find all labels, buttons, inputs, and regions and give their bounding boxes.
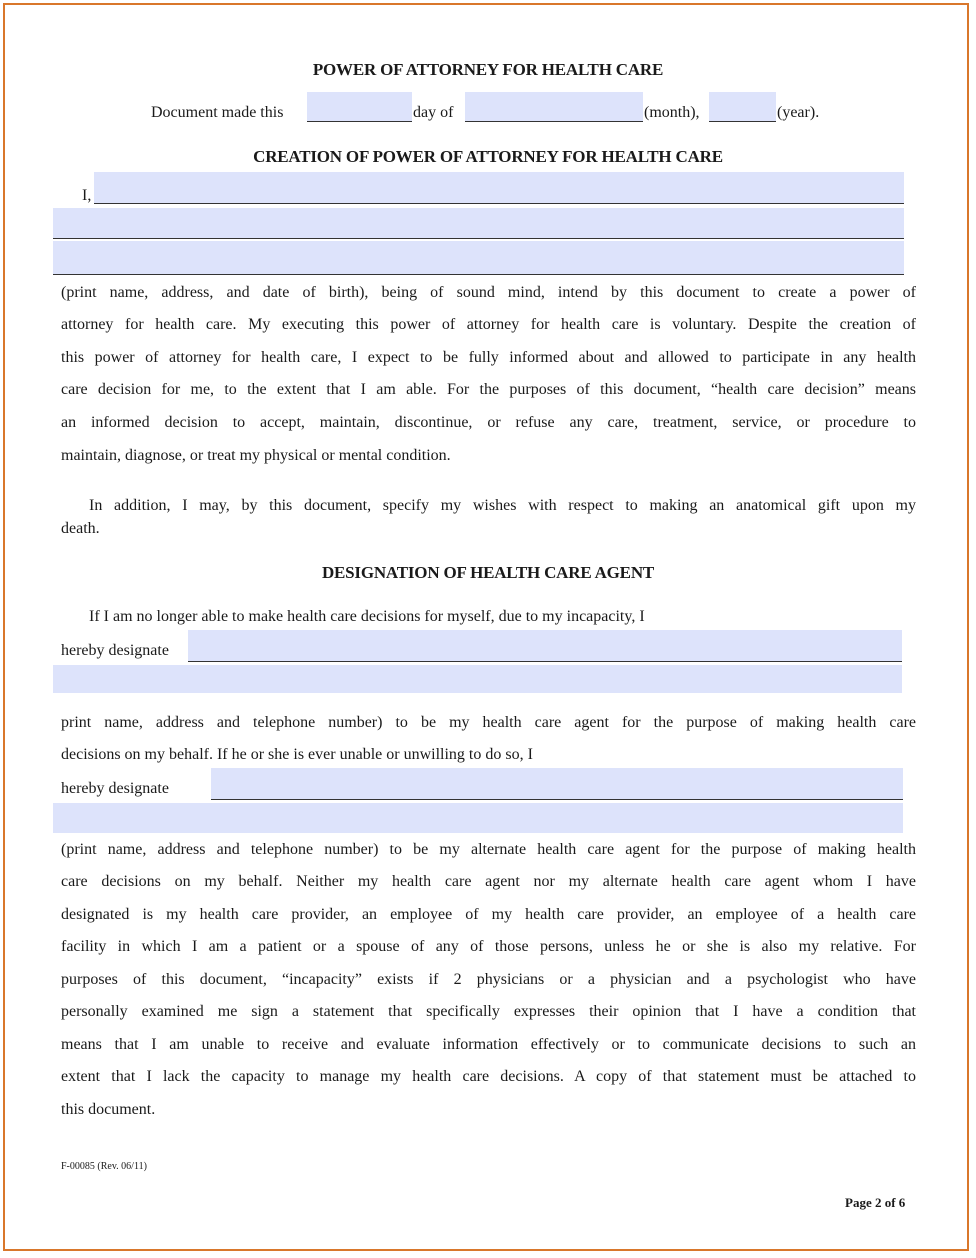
designation-intro: If I am no longer able to make health care decisions for myself, due to my incapacity, I: [89, 608, 645, 625]
year-field[interactable]: [709, 92, 776, 122]
paragraph-line: In addition, I may, by this document, specify my wishes with respect to making an anatomical gift upon my: [89, 497, 916, 514]
creation-heading: CREATION OF POWER OF ATTORNEY FOR HEALTH CARE: [253, 147, 723, 166]
day-field[interactable]: [307, 92, 412, 122]
paragraph-line: care decision for me, to the extent that I am able. For the purposes of this document, “health care decision” means: [61, 381, 916, 398]
agent-name-field[interactable]: [188, 630, 902, 662]
alternate-agent-address-field[interactable]: [53, 803, 903, 833]
paragraph-line: (print name, address and telephone number) to be my alternate health care agent for the purpose of making health: [61, 841, 916, 858]
paragraph-line: maintain, diagnose, or treat my physical or mental condition.: [61, 447, 451, 464]
paragraph-line: death.: [61, 520, 100, 537]
paragraph-line: this power of attorney for health care, I expect to be fully informed about and allowed to participate in any health: [61, 349, 916, 366]
principal-address-field-1[interactable]: [53, 208, 904, 239]
paragraph-line: this document.: [61, 1101, 156, 1118]
paragraph-line: extent that I lack the capacity to manage my health care decisions. A copy of that statement must be attached to: [61, 1068, 916, 1085]
principal-address-field-2[interactable]: [53, 241, 904, 275]
paragraph-line: an informed decision to accept, maintain, discontinue, or refuse any care, treatment, service, or procedure to: [61, 414, 916, 431]
paragraph-line: designated is my health care provider, an employee of my health care provider, an employee of a health care: [61, 906, 916, 923]
designation-heading: DESIGNATION OF HEALTH CARE AGENT: [321, 563, 655, 582]
paragraph-line: care decisions on my behalf. Neither my health care agent nor my alternate health care agent whom I have: [61, 873, 916, 890]
paragraph-line: (print name, address, and date of birth), being of sound mind, intend by this document to create a power of: [61, 284, 916, 301]
designate-label-2: hereby designate: [61, 780, 169, 797]
paragraph-line: purposes of this document, “incapacity” exists if 2 physicians or a physician and a psychologist who have: [61, 971, 916, 988]
paragraph-line: attorney for health care. My executing this power of attorney for health care is voluntary. Despite the creation of: [61, 316, 916, 333]
made-this-label: Document made this: [151, 104, 284, 121]
paragraph-line: print name, address and telephone number) to be my health care agent for the purpose of making health care: [61, 714, 916, 731]
principal-name-field[interactable]: [94, 172, 904, 204]
paragraph-line: means that I am unable to receive and evaluate information effectively or to communicate decisions to such an: [61, 1036, 916, 1053]
paragraph-line: personally examined me sign a statement that specifically expresses their opinion that I have a condition that: [61, 1003, 916, 1020]
paragraph-line: facility in which I am a patient or a spouse of any of those persons, unless he or she is also my relative. For: [61, 938, 916, 955]
form-id: F-00085 (Rev. 06/11): [61, 1161, 147, 1172]
paragraph-line: decisions on my behalf. If he or she is ever unable or unwilling to do so, I: [61, 746, 533, 763]
page-number: Page 2 of 6: [845, 1195, 906, 1210]
day-of-label: day of: [413, 104, 454, 121]
month-field[interactable]: [465, 92, 643, 122]
agent-address-field[interactable]: [53, 665, 902, 693]
alternate-agent-name-field[interactable]: [211, 768, 903, 800]
document-title: POWER OF ATTORNEY FOR HEALTH CARE: [312, 60, 664, 79]
designate-label-1: hereby designate: [61, 642, 169, 659]
month-label: (month),: [644, 104, 700, 121]
year-label: (year).: [777, 104, 820, 121]
i-label: I,: [82, 187, 92, 204]
